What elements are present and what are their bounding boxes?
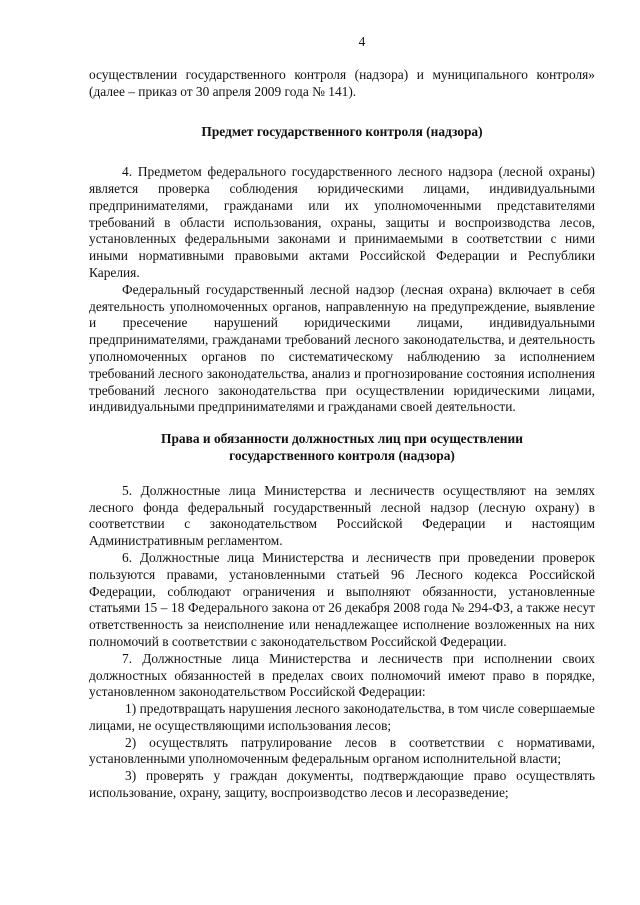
- list-item-3: 3) проверять у граждан документы, подтверждающие право осуществлять использование, охрану, защиту, воспроизводство лесов и лесоразведение;: [89, 768, 595, 801]
- paragraph-4-continuation: Федеральный государственный лесной надзор (лесная охрана) включает в себя деятельность уполномоченных органов, направленную на предупреждение, выявление и пресечение нарушений юридическими лицами, индивидуальными предпринимателями, гражданами требований лесного законодательства, и деятельность уполномоченных органов по систематическому наблюдению за исполнением требований лесного законодательства, анализ и прогнозирование состояния исполнения требований лесного законодательства при осуществлении юридическими лицами, индивидуальными предпринимателями и гражданами своей деятельности.: [89, 281, 595, 415]
- list-item-1: 1) предотвращать нарушения лесного законодательства, в том числе совершаемые лицами, не осуществляющими использования лесов;: [89, 701, 595, 733]
- paragraph-6: 6. Должностные лица Министерства и лесничеств при проведении проверок пользуются правами, установленными статьей 96 Лесного кодекса Российской Федерации, соблюдают ограничения и выполняют обязанности, установленные статьями 15 – 18 Федерального закона от 26 декабря 2008 года № 294-ФЗ, а также несут ответственность за неисполнение или ненадлежащее исполнение возложенных на них полномочий в соответствии с законодательством Российской Федерации.: [89, 549, 595, 649]
- paragraph-7: 7. Должностные лица Министерства и лесничеств при исполнении своих должностных обязанностей в пределах своих полномочий имеют право в порядке, установленном законодательством Российской Федерации:: [89, 650, 595, 700]
- intro-paragraph: осуществлении государственного контроля (надзора) и муниципального контроля» (далее – приказ от 30 апреля 2009 года № 141).: [89, 66, 595, 99]
- page-number: 4: [358, 34, 366, 49]
- section-heading-subject: Предмет государственного контроля (надзора): [201, 124, 483, 140]
- paragraph-4: 4. Предметом федерального государственного лесного надзора (лесной охраны) является проверка соблюдения юридическими лицами, индивидуальными предпринимателями, гражданами или их уполномоченными представителями требований в области использования, охраны, защиты и воспроизводства лесов, установленных федеральными законами и принимаемыми в соответствии с ними иными нормативными правовыми актами Российской Федерации и Республики Карелия.: [89, 164, 595, 280]
- list-item-2: 2) осуществлять патрулирование лесов в соответствии с нормативами, установленными уполномоченным федеральным органом исполнительной власти;: [89, 734, 595, 767]
- section-heading-rights-line2: государственного контроля (надзора): [229, 447, 455, 463]
- section-heading-rights: [89, 431, 595, 465]
- paragraph-5: 5. Должностные лица Министерства и лесничеств осуществляют на землях лесного фонда федеральный государственный лесной надзор (лесную охрану) в соответствии с законодательством Российской Федерации и настоящим Административным регламентом.: [89, 482, 595, 549]
- section-heading-rights-line1: Права и обязанности должностных лиц при осуществлении: [161, 431, 523, 447]
